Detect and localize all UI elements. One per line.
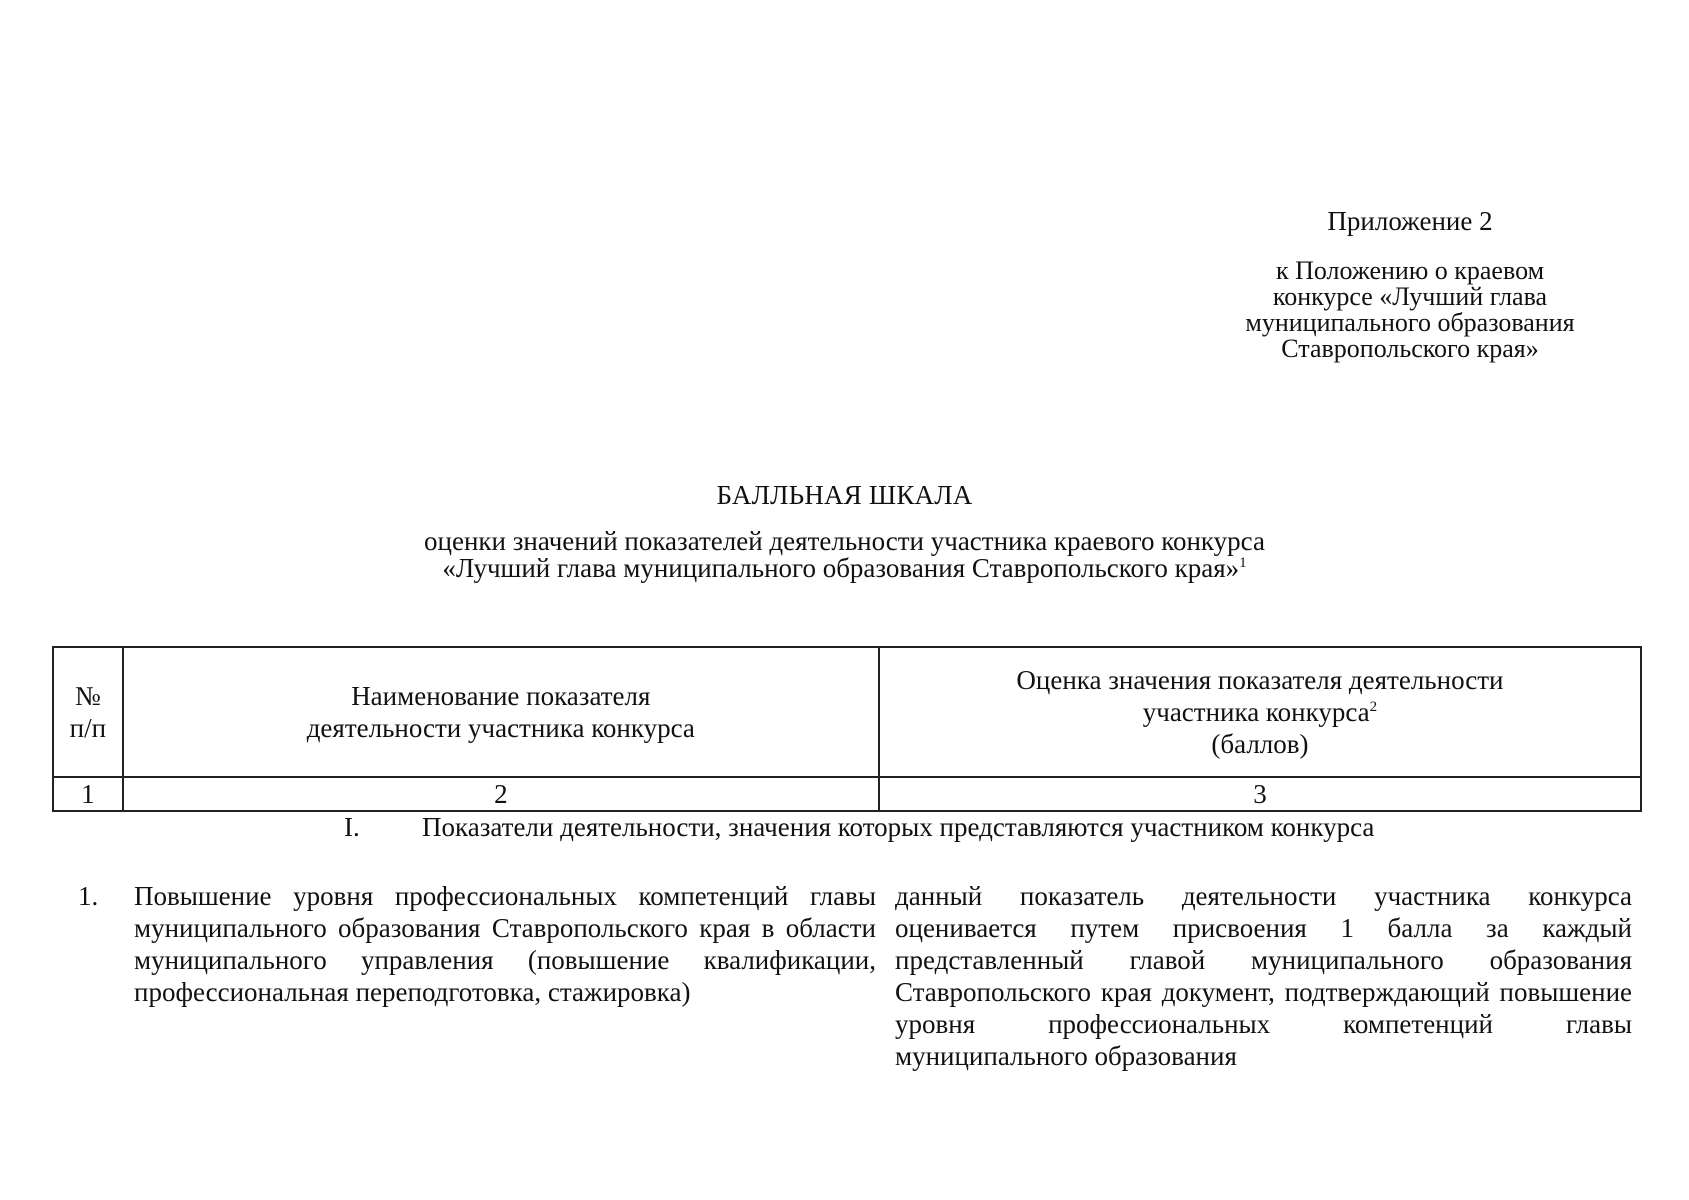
header-cell-score-text: участника конкурса — [1142, 697, 1370, 727]
table-header-row — [53, 647, 1641, 777]
score-table — [52, 646, 1642, 812]
footnote-marker: 1 — [1239, 555, 1247, 571]
header-cell-indicator-name — [123, 647, 879, 777]
table-column-numbers-row — [53, 777, 1641, 811]
column-number-cell: 1 — [53, 777, 123, 811]
annex-reference-line: к Положению о краевом — [1275, 256, 1545, 285]
header-cell-score — [879, 647, 1641, 777]
annex-reference-line: конкурсе «Лучший глава — [1272, 282, 1548, 311]
annex-reference — [1220, 258, 1600, 362]
row-score-description: данный показатель деятельности участника конкурса оценивается путем присвоения 1 балла за каждый представленный главой муниципального образования Ставропольского края документ, подтверждающий повышение уровня профессиональных компетенций главы муниципального образования — [895, 881, 1632, 1071]
annex-reference-line: муниципального образования — [1245, 308, 1575, 337]
header-cell-indicator-line: деятельности участника конкурса — [306, 713, 695, 743]
row-number: 1. — [78, 881, 99, 911]
document-subtitle — [0, 528, 1689, 582]
header-cell-indicator-line: Наименование показателя — [351, 681, 651, 711]
header-cell-number-line: п/п — [69, 713, 107, 743]
column-number-cell: 3 — [879, 777, 1641, 811]
annex-reference-line: Ставропольского края» — [1281, 334, 1539, 363]
annex-title: Приложение 2 — [1327, 206, 1493, 236]
header-cell-score-line — [880, 696, 1640, 728]
document-title: БАЛЛЬНАЯ ШКАЛА — [716, 480, 973, 510]
header-cell-number — [53, 647, 123, 777]
subtitle-line-2-text: «Лучший глава муниципального образования Ставропольского края» — [442, 553, 1240, 583]
subtitle-line-2 — [0, 555, 1689, 582]
header-cell-score-line: (баллов) — [1211, 729, 1309, 759]
section-number: I. — [344, 812, 360, 842]
subtitle-line-1: оценки значений показателей деятельности участника краевого конкурса — [424, 526, 1265, 556]
header-cell-number-line: № — [74, 681, 101, 711]
footnote-marker: 2 — [1369, 699, 1378, 715]
header-cell-score-line: Оценка значения показателя деятельности — [1016, 665, 1504, 695]
column-number-cell: 2 — [123, 777, 879, 811]
row-indicator-name: Повышение уровня профессиональных компетенций главы муниципального образования Ставропольского края в области муниципального управления (повышение квалификации, профессиональная переподготовка, стажировка) — [134, 881, 876, 1007]
section-title: Показатели деятельности, значения которых представляются участником конкурса — [422, 812, 1375, 842]
